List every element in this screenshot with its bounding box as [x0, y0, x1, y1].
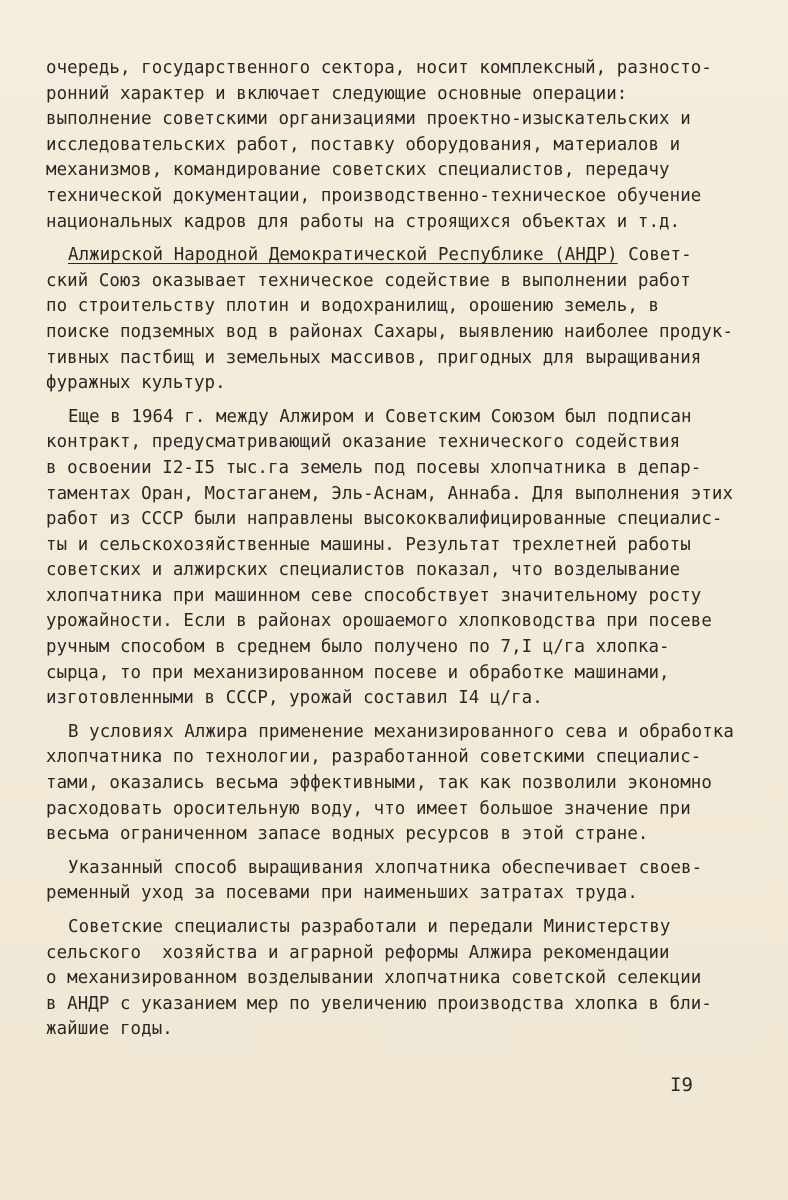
- text-line: выполнение советскими организациями проектно-изыскательских и: [46, 109, 691, 130]
- text-line: урожайности. Если в районах орошаемого хлопководства при посеве: [46, 611, 712, 632]
- paragraph-4: [46, 720, 746, 848]
- text-line: советских и алжирских специалистов показал, что возделывание: [46, 560, 681, 581]
- paragraph-2: [46, 243, 746, 397]
- text-line: изготовленными в СССР, урожай составил I4 ц/га.: [46, 688, 543, 709]
- text-line: по строительству плотин и водохранилищ, орошению земель, в: [46, 296, 660, 317]
- text-line: технической документации, производственно-техническое обучение: [46, 185, 702, 206]
- text-line: [46, 243, 746, 269]
- text-line: фуражных культур.: [46, 373, 226, 394]
- text-line: тами, оказались весьма эффективными, так как позволили экономно: [46, 773, 712, 794]
- text-line: ронний характер и включает следующие основные операции:: [46, 83, 628, 104]
- text-line: национальных кадров для работы на строящихся объектах и т.д.: [46, 211, 681, 232]
- text-line: Указанный способ выращивания хлопчатника обеспечивает своев-: [68, 857, 703, 878]
- text-line: ременный уход за посевами при наименьших затратах труда.: [46, 883, 638, 904]
- text-line: Еще в 1964 г. между Алжиром и Советским Союзом был подписан: [68, 406, 692, 427]
- paragraph-3: [46, 405, 746, 712]
- paragraph-6: [46, 915, 746, 1043]
- text-line: сырца, то при механизированном посеве и обработке машинами,: [46, 662, 670, 683]
- text-line: поиске подземных вод в районах Сахары, выявлению наиболее продук-: [46, 321, 734, 342]
- text-line: весьма ограниченном запасе водных ресурсов в этой стране.: [46, 824, 649, 845]
- text-line: работ из СССР были направлены высококвалифицированные специалис-: [46, 509, 723, 530]
- text-line: исследовательских работ, поставку оборудования, материалов и: [46, 134, 681, 155]
- text-line: Советские специалисты разработали и передали Министерству: [68, 917, 671, 937]
- text-line: таментах Оран, Мостаганем, Эль-Аснам, Аннаба. Для выполнения этих: [46, 483, 734, 504]
- page-number: I9: [670, 1074, 693, 1096]
- text-line: расходовать оросительную воду, что имеет большое значение при: [46, 798, 691, 819]
- paragraph-5: [46, 856, 746, 907]
- text-line: о механизированном возделывании хлопчатника советской селекции: [46, 968, 702, 989]
- body-text: [46, 56, 746, 1051]
- text-line: тивных пастбищ и земельных массивов, пригодных для выращивания: [46, 347, 702, 368]
- paragraph-1: [46, 56, 746, 235]
- text-line: очередь, государственного сектора, носит комплексный, разносто-: [46, 58, 712, 78]
- text-fragment: Совет-: [617, 245, 692, 266]
- text-line: ручным способом в среднем было получено по 7,I ц/га хлопка-: [46, 637, 670, 658]
- text-line: в АНДР с указанием мер по увеличению производства хлопка в бли-: [46, 993, 712, 1014]
- text-line: хлопчатника по технологии, разработанной советскими специалис-: [46, 747, 702, 768]
- text-line: хлопчатника при машинном севе способствует значительному росту: [46, 585, 702, 606]
- text-line: механизмов, командирование советских специалистов, передачу: [46, 160, 670, 181]
- underlined-heading: Алжирской Народной Демократической Республике (АНДР): [68, 245, 618, 266]
- text-line: жайшие годы.: [46, 1019, 173, 1040]
- text-line: ский Союз оказывает техническое содействие в выполнении работ: [46, 270, 691, 291]
- text-line: В условиях Алжира применение механизированного сева и обработка: [68, 721, 734, 742]
- text-line: в освоении I2-I5 тыс.га земель под посевы хлопчатника в депар-: [46, 457, 702, 478]
- text-line: сельского хозяйства и аграрной реформы Алжира рекомендации: [46, 942, 670, 963]
- text-line: контракт, предусматривающий оказание технического содействия: [46, 432, 681, 453]
- text-line: ты и сельскохозяйственные машины. Результат трехлетней работы: [46, 534, 691, 555]
